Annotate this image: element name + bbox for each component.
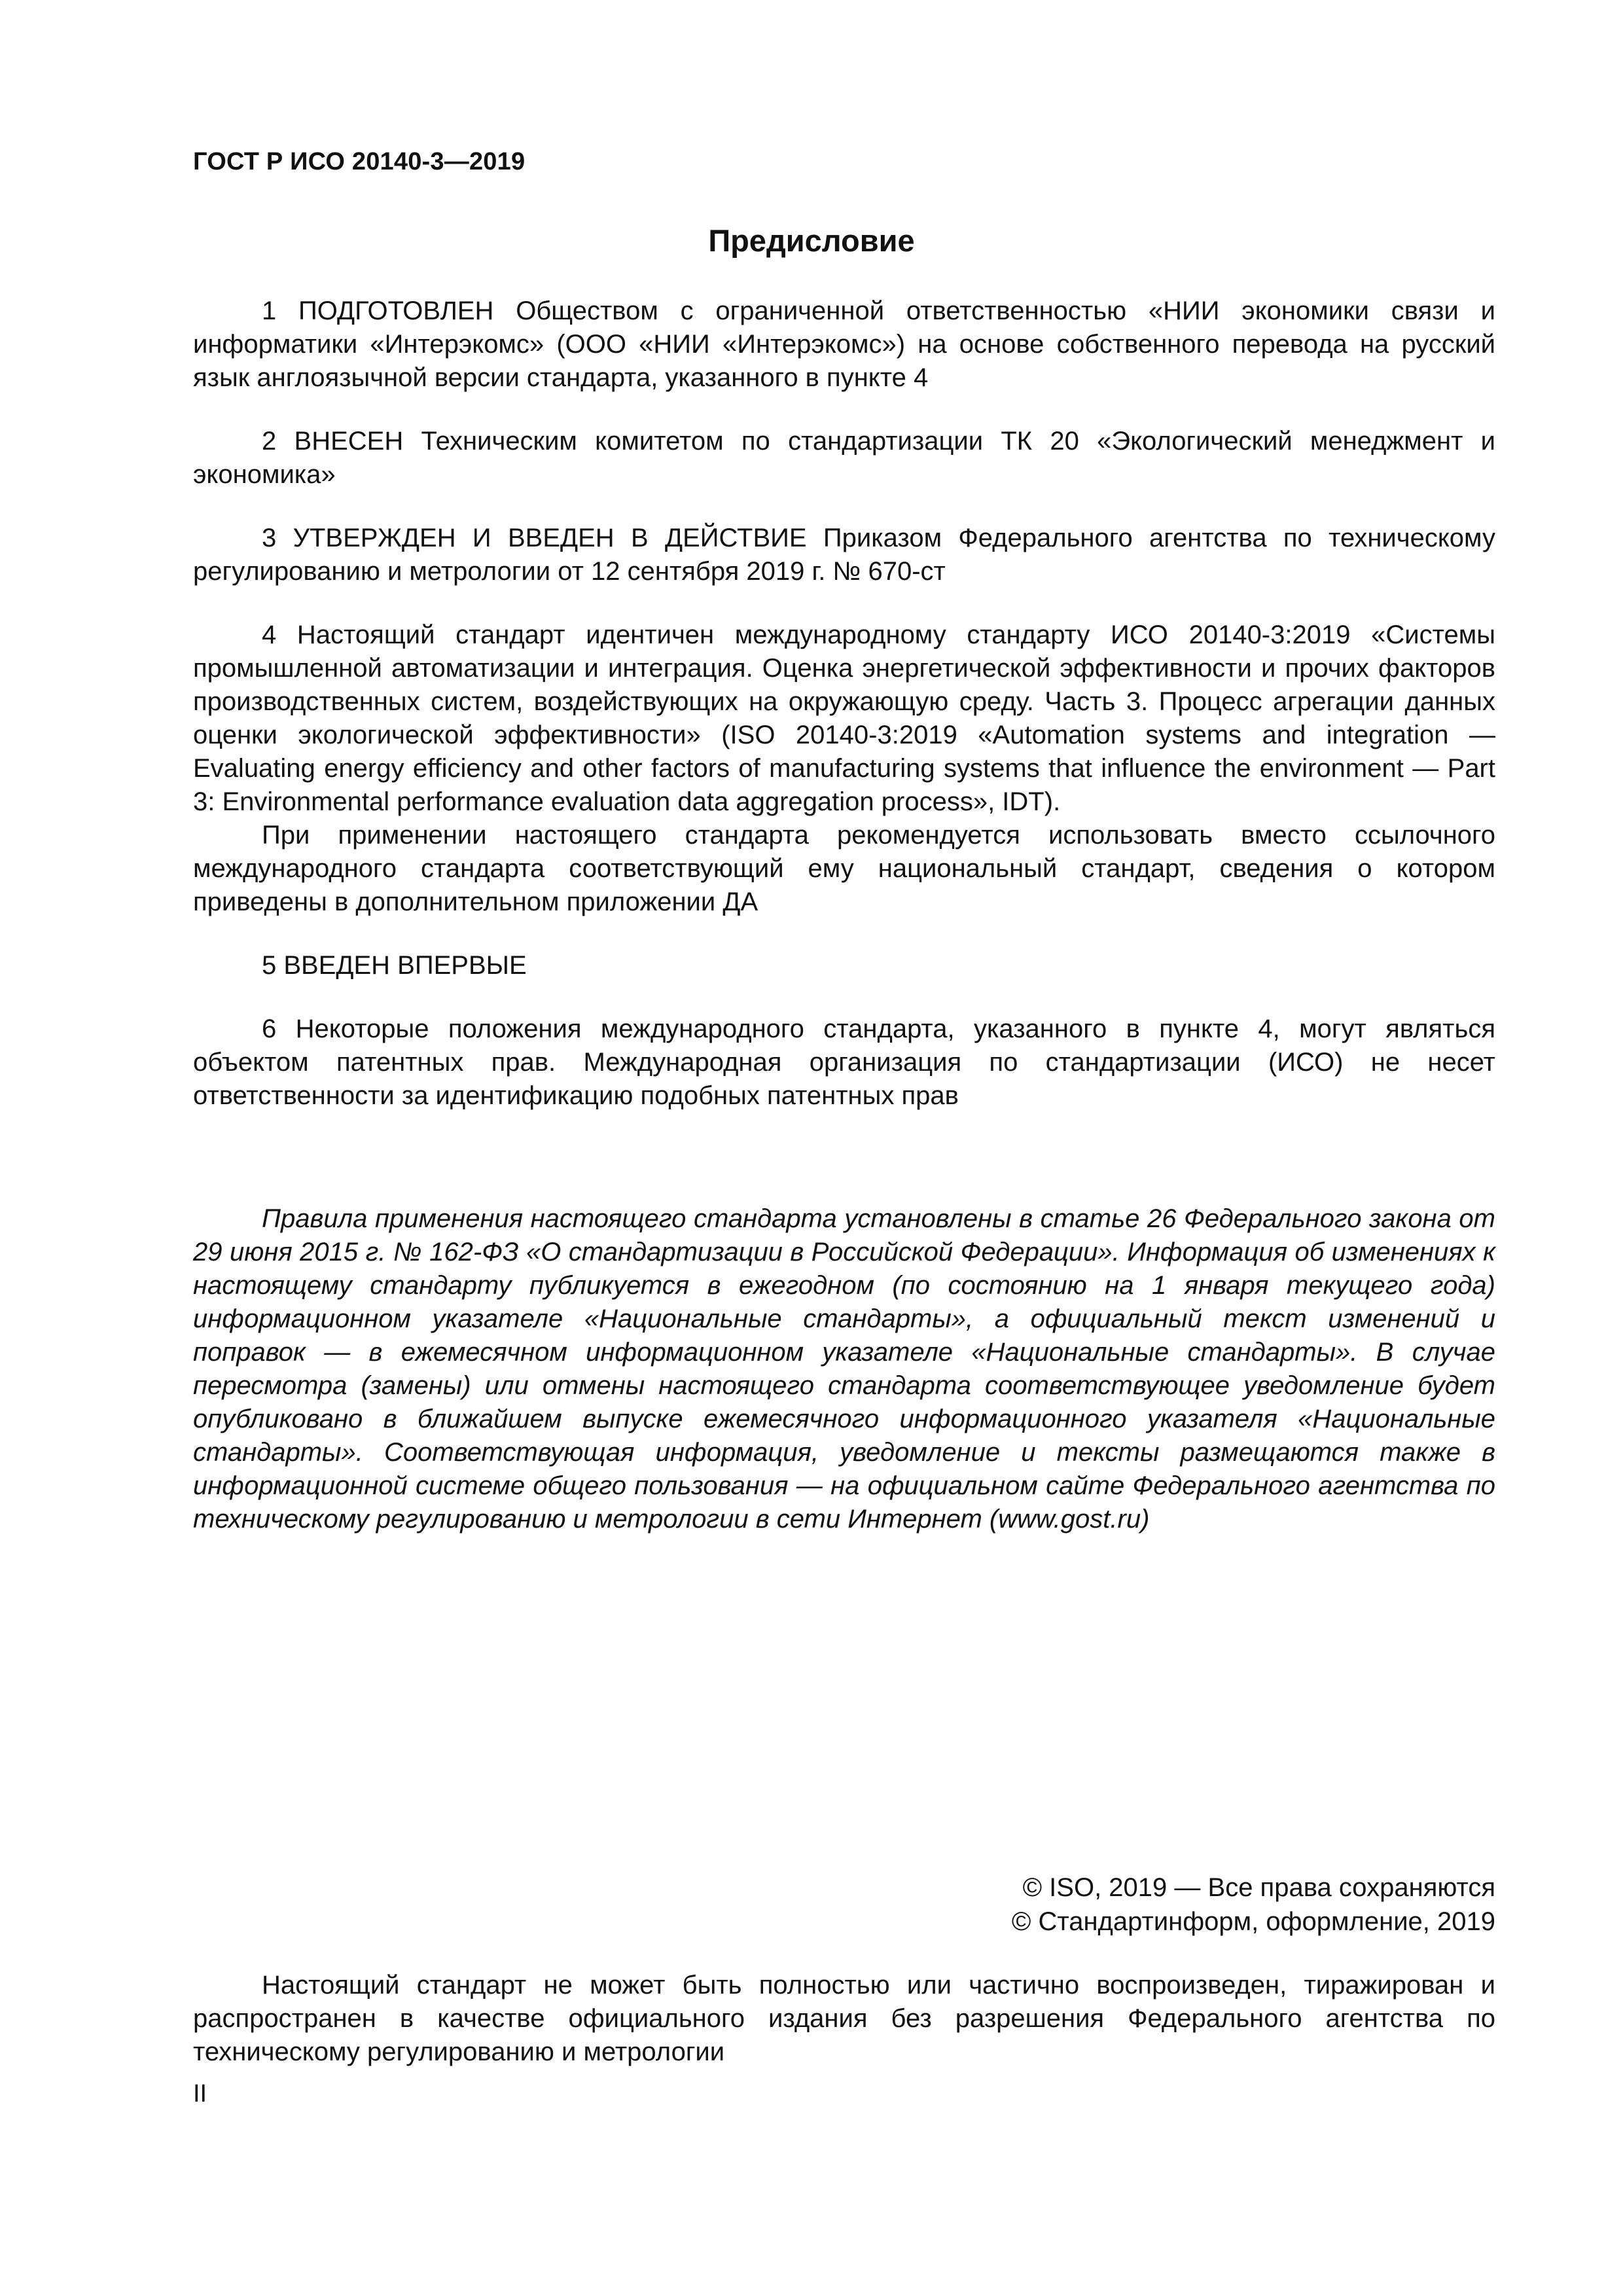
- foreword-item-6: 6 Некоторые положения международного стандарта, указанного в пункте 4, могут являться объектом патентных прав. Международная организация по стандартизации (ИСО) не несет ответственности за идентификацию подобных патентных прав: [193, 1014, 1495, 1110]
- foreword-item-3: 3 УТВЕРЖДЕН И ВВЕДЕН В ДЕЙСТВИЕ Приказом Федерального агентства по техническому регулированию и метрологии от 12 сентября 2019 г. № 670-ст: [193, 524, 1495, 586]
- foreword-item-5: 5 ВВЕДЕН ВПЕРВЫЕ: [262, 951, 527, 980]
- copyright-block: [1012, 1871, 1495, 1939]
- foreword-item-4: 4 Настоящий стандарт идентичен международному стандарту ИСО 20140-3:2019 «Системы промышленной автоматизации и интеграция. Оценка энергетической эффективности и прочих факторов производственных систем, воздействующих на окружающую среду. Часть 3. Процесс агрегации данных оценки экологической эффективности» (ISO 20140-3:2019 «Automation systems and integration — Evaluating energy efficiency and other factors of manufacturing systems that influence the environment — Part 3: Environmental performance evaluation data aggregation process», IDT).: [193, 620, 1495, 816]
- standartinform-copyright: © Стандартинформ, оформление, 2019: [1011, 1907, 1495, 1936]
- iso-copyright: © ISO, 2019 — Все права сохраняются: [1022, 1873, 1495, 1902]
- document-code-header: ГОСТ Р ИСО 20140-3—2019: [193, 148, 526, 175]
- foreword-content: [193, 295, 1495, 1113]
- application-rules-note: Правила применения настоящего стандарта установлены в статье 26 Федерального закона от 29 июня 2015 г. № 162-ФЗ «О стандартизации в Российской Федерации». Информация об изменениях к настоящему стандарту публикуется в ежегодном (по состоянию на 1 января текущего года) информационном указателе «Национальные стандарты», а официальный текст изменений и поправок — в ежемесячном информационном указателе «Национальные стандарты». В случае пересмотра (замены) или отмены настоящего стандарта соответствующее уведомление будет опубликовано в ближайшем выпуске ежемесячного информационного указателя «Национальные стандарты». Соответствующая информация, уведомление и тексты размещаются также в информационной системе общего пользования — на официальном сайте Федерального агентства по техническому регулированию и метрологии в сети Интернет (www.gost.ru): [193, 1204, 1495, 1534]
- page-title: Предисловие: [708, 223, 915, 258]
- foreword-item-4-continuation: При применении настоящего стандарта рекомендуется использовать вместо ссылочного международного стандарта соответствующий ему национальный стандарт, сведения о котором приведены в дополнительном приложении ДА: [193, 821, 1495, 916]
- page-number: II: [193, 2080, 207, 2108]
- foreword-item-2: 2 ВНЕСЕН Техническим комитетом по стандартизации ТК 20 «Экологический менеджмент и экономика»: [193, 427, 1495, 489]
- foreword-item-1: 1 ПОДГОТОВЛЕН Обществом с ограниченной ответственностью «НИИ экономики связи и информатики «Интерэкомс» (ООО «НИИ «Интерэкомс») на основе собственного перевода на русский язык англоязычной версии стандарта, указанного в пункте 4: [193, 296, 1495, 392]
- reproduction-notice: Настоящий стандарт не может быть полностью или частично воспроизведен, тиражирован и распространен в качестве официального издания без разрешения Федерального агентства по техническому регулированию и метрологии: [193, 1971, 1495, 2066]
